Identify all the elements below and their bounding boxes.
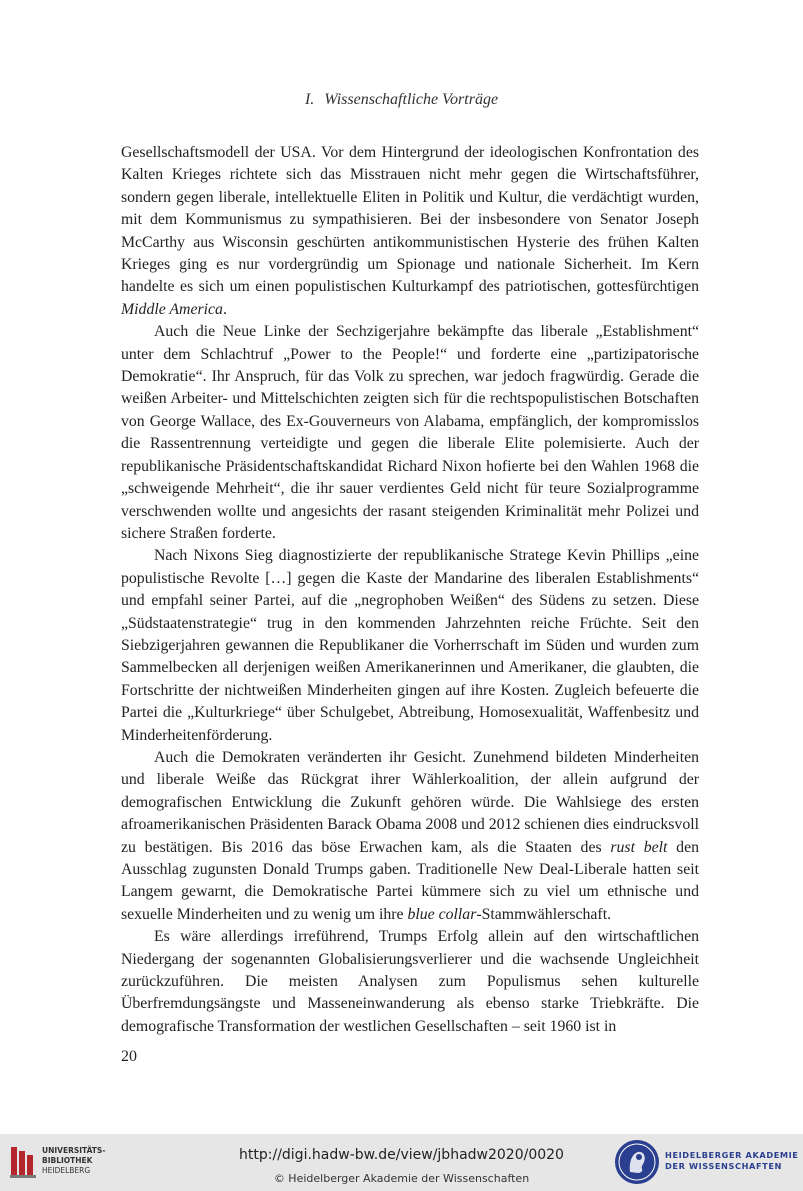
hadw-logo-line1: HEIDELBERGER AKADEMIE: [665, 1150, 799, 1160]
paragraph-text: -Stammwählerschaft.: [476, 905, 612, 923]
hadw-logo-text: [665, 1150, 799, 1172]
page-number: 20: [121, 1048, 137, 1065]
paragraph-text: Es wäre allerdings irreführend, Trumps Erfolg allein auf den wirtschaftlichen Niedergang der sogenannten Globalisierungsverlierer und die wachsende Ungleichheit zurückzuführen. Die meisten Analysen zum Populismus sehen kulturelle Überfremdungsängste und Masseneinwanderung als ebenso starke Triebkräfte. Die demografische Transformation der westlichen Gesellschaften – seit 1960 ist in: [121, 928, 699, 1035]
paragraph-text: .: [222, 300, 227, 318]
running-head-number: I.: [304, 91, 315, 108]
italic-term: blue collar: [407, 905, 477, 923]
paragraph-text: den Ausschlag zugunsten Donald Trumps gaben. Traditionelle New Deal-Liberale hatten seit Langem gewarnt, die Demokratische Partei kümmere sich zu viel um ethnische und sexuelle Minderheiten und zu wenig um ihre: [121, 838, 699, 923]
paragraph: [121, 747, 699, 926]
viewer-footer: [0, 1134, 803, 1191]
running-head: [0, 91, 803, 109]
paragraph: [121, 142, 699, 321]
italic-term: rust belt: [610, 838, 668, 856]
permalink-url[interactable]: http://digi.hadw-bw.de/view/jbhadw2020/0020: [239, 1147, 564, 1163]
hadw-logo-line2: DER WISSENSCHAFTEN: [665, 1161, 783, 1171]
copyright-notice: © Heidelberger Akademie der Wissenschaften: [273, 1172, 530, 1185]
paragraph-text: Nach Nixons Sieg diagnostizierte der republikanische Stratege Kevin Phillips „eine populistische Revolte […] gegen die Kaste der Mandarine des liberalen Establishments“ und empfahl seiner Partei, auf die „negrophoben Weißen“ des Südens zu setzen. Diese „Südstaatenstrategie“ trug in den kommenden Jahrzehnten reiche Früchte. Seit den Siebzigerjahren gewannen die Republikaner die Vorherrschaft im Süden und wurden zum Sammelbecken all derjenigen weißen Amerikanerinnen und Amerikaner, die glaubten, die Fortschritte der nichtweißen Minderheiten gingen auf ihre Kosten. Zugleich befeuerte die Partei die „Kulturkriege“ über Schulgebet, Abtreibung, Homosexualität, Waffenbesitz und Minderheitenförderung.: [121, 547, 699, 744]
ub-logo-line1: UNIVERSITÄTS-: [42, 1146, 106, 1155]
paragraph: [121, 321, 699, 545]
paragraph: [121, 545, 699, 747]
body-text: [121, 142, 699, 1038]
paragraph-text: Gesellschaftsmodell der USA. Vor dem Hintergrund der ideologischen Konfrontation des Kalten Krieges richtete sich das Misstrauen nicht mehr gegen die Wirtschaftsführer, sondern gegen liberale, intellektuelle Eliten in Politik und Kultur, die verdächtigt wurden, mit dem Kommunismus zu sympathisieren. Bei der insbesondere von Senator Joseph McCarthy aus Wisconsin geschürten antikommunistischen Hysterie des frühen Kalten Krieges ging es nur vordergründig um Spionage und nationale Sicherheit. Im Kern handelte es sich um einen populistischen Kulturkampf des patriotischen, gottesfürchtigen: [121, 144, 699, 296]
italic-term: Middle America: [121, 300, 223, 318]
hadw-logo[interactable]: [613, 1138, 803, 1188]
running-head-title: Wissenschaftliche Vorträge: [324, 91, 499, 108]
ub-logo-line3: HEIDELBERG: [42, 1166, 91, 1175]
paragraph-text: Auch die Demokraten veränderten ihr Gesicht. Zunehmend bildeten Minderheiten und liberale Weiße das Rückgrat ihrer Wählerkoalition, der allein aufgrund der demografischen Entwicklung die Zukunft gehören würde. Die Wahlsiege des ersten afroamerikanischen Präsidenten Barack Obama 2008 und 2012 schienen dies eindrucksvoll zu bestätigen. Bis 2016 das böse Erwachen kam, als die Staaten des: [121, 748, 699, 856]
paragraph: [121, 926, 699, 1038]
paragraph-text: Auch die Neue Linke der Sechzigerjahre bekämpfte das liberale „Establishment“ unter dem Schlachtruf „Power to the People!“ und forderte eine „partizipatorische Demokratie“. Ihr Anspruch, für das Volk zu sprechen, war jedoch fragwürdig. Gerade die weißen Arbeiter- und Mittelschichten zeigten sich für die rechtspopulistischen Botschaften von George Wallace, des Ex-Gouverneurs von Alabama, empfänglich, der kompromisslos die Rassentrennung verteidigte und gegen die liberale Elite polemisierte. Auch der republikanische Präsidentschaftskandidat Richard Nixon hofierte bei den Wahlen 1968 die „schweigende Mehrheit“, die ihr sauer verdientes Geld nicht für teure Sozialprogramme verschwenden wollte und angesichts der rasant steigenden Kriminalität mehr Polizei und sichere Straßen forderte.: [121, 323, 699, 542]
ub-logo-line2: BIBLIOTHEK: [42, 1156, 93, 1165]
hadw-seal-icon: [613, 1138, 661, 1186]
